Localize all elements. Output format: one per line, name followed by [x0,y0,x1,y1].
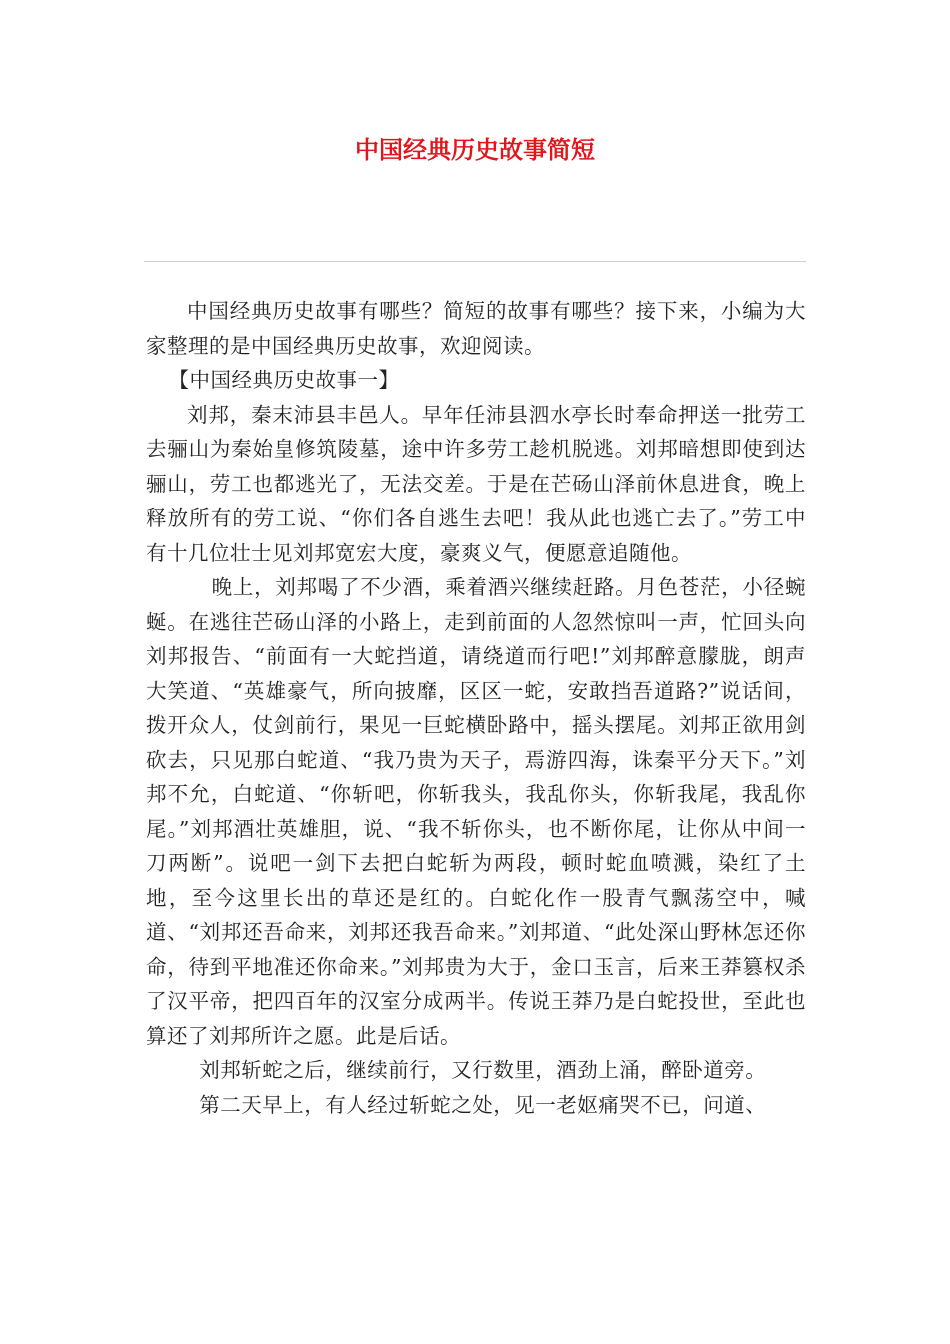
document-title: 中国经典历史故事简短 [355,136,595,164]
story-paragraph: 刘邦斩蛇之后，继续前行，又行数里，酒劲上涌，醉卧道旁。 [199,1058,767,1082]
story-paragraph: 第二天早上，有人经过斩蛇之处，见一老妪痛哭不已，问道、 [199,1092,767,1117]
story-paragraph: 刘邦，秦末沛县丰邑人。早年任沛县泗水亭长时奉命押送一批劳工去骊山为秦始皇修筑陵墓，途中许多劳工趁机脱逃。刘邦暗想即使到达骊山，劳工也都逃光了，无法交差。于是在芒砀山泽前休息进食，晚上释放所有的劳工说、“你们各自逃生去吧！我从此也逃亡去了。”劳工中有十几位壮士见刘邦宽宏大度，豪爽义气，便愿意追随他。 [146,402,806,565]
intro-paragraph: 中国经典历史故事有哪些？简短的故事有哪些？接下来，小编为大家整理的是中国经典历史故事，欢迎阅读。 [146,299,806,358]
story-paragraph: 晚上，刘邦喝了不少酒，乘着酒兴继续赶路。月色苍茫，小径蜿蜒。在逃往芒砀山泽的小路上，走到前面的人忽然惊叫一声，忙回头向刘邦报告、“前面有一大蛇挡道，请绕道而行吧!”刘邦醉意朦胧，朗声大笑道、“英雄豪气，所向披靡，区区一蛇，安敢挡吾道路?”说话间，拨开众人，仗剑前行，果见一巨蛇横卧路中，摇头摆尾。刘邦正欲用剑砍去，只见那白蛇道、“我乃贵为天子，焉游四海，诛秦平分天下。”刘邦不允，白蛇道、“你斩吧，你斩我头，我乱你头，你斩我尾，我乱你尾。”刘邦酒壮英雄胆，说、“我不斩你头，也不断你尾，让你从中间一刀两断”。说吧一剑下去把白蛇斩为两段，顿时蛇血喷溅，染红了土地，至今这里长出的草还是红的。白蛇化作一股青气飘荡空中，喊道、“刘邦还吾命来，刘邦还我吾命来。”刘邦道、“此处深山野林怎还你命，待到平地准还你命来。”刘邦贵为大于，金口玉言，后来王莽篡权杀了汉平帝，把四百年的汉室分成两半。传说王莽乃是白蛇投世，至此也算还了刘邦所许之愿。此是后话。 [146,575,806,1048]
section-heading: 【中国经典历史故事一】 [168,368,400,392]
document-body [146,294,806,1122]
title-divider [144,261,806,262]
